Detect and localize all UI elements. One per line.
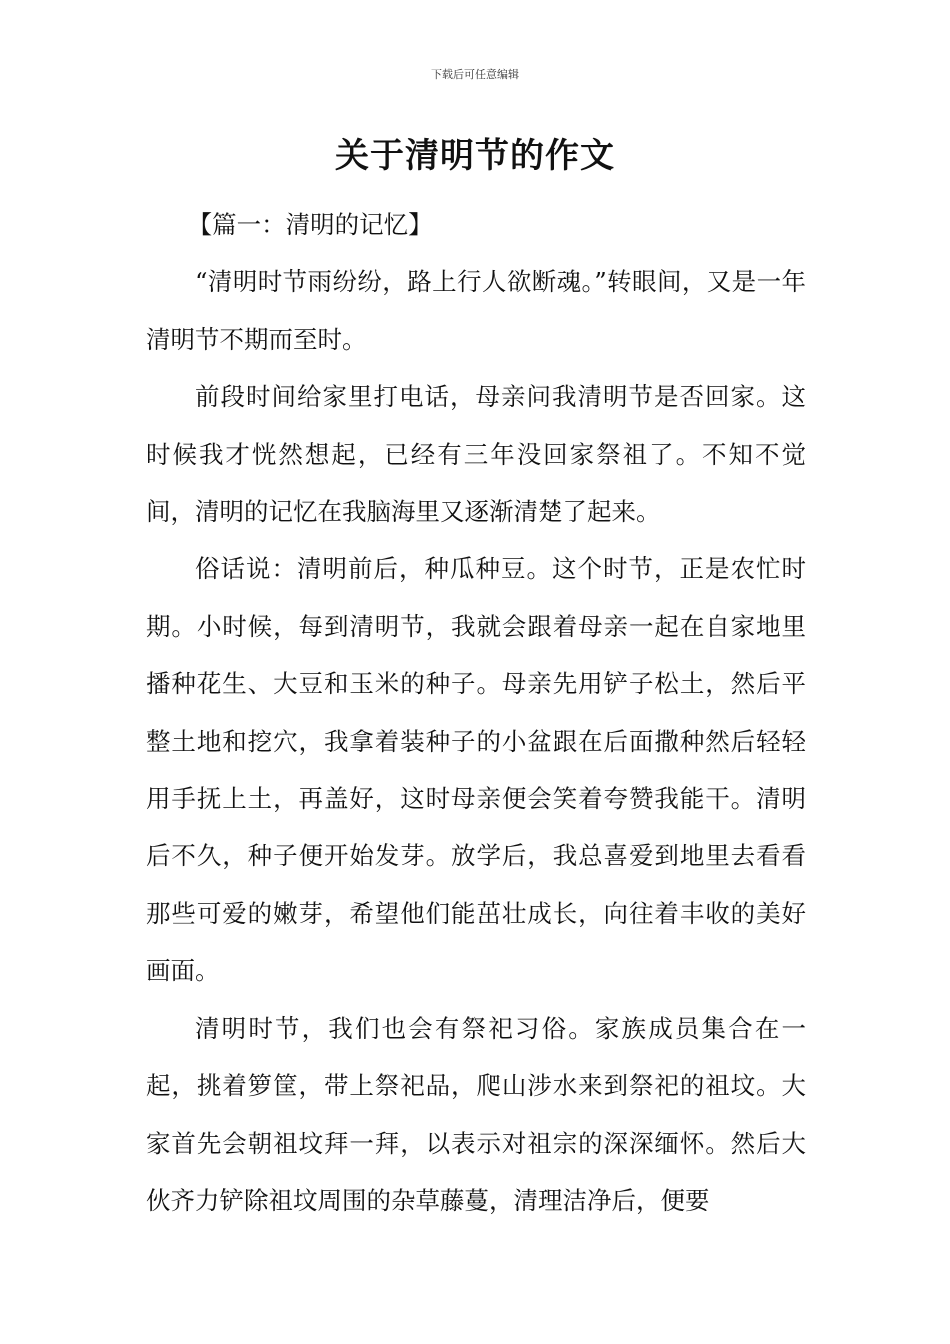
header-note: 下载后可任意编辑 <box>431 68 519 81</box>
paragraph-4: 清明时节，我们也会有祭祀习俗。家族成员集合在一起，挑着箩筐，带上祭祀品，爬山涉水来到祭祀的祖坟。大家首先会朝祖坟拜一拜，以表示对祖宗的深深缅怀。然后大伙齐力铲除祖坟周围的杂草藤蔓，清理洁净后，便要 <box>146 1013 806 1215</box>
page-title: 关于清明节的作文 <box>335 136 615 176</box>
document-body <box>146 196 806 1229</box>
paragraph-2: 前段时间给家里打电话，母亲问我清明节是否回家。这时候我才恍然想起，已经有三年没回家祭祖了。不知不觉间，清明的记忆在我脑海里又逐渐清楚了起来。 <box>146 382 806 527</box>
section-heading: 【篇一：清明的记忆】 <box>187 210 433 239</box>
paragraph-1: “清明时节雨纷纷，路上行人欲断魂。”转眼间，又是一年清明节不期而至时。 <box>146 267 806 354</box>
paragraph-3: 俗话说：清明前后，种瓜种豆。这个时节，正是农忙时期。小时候，每到清明节，我就会跟着母亲一起在自家地里播种花生、大豆和玉米的种子。母亲先用铲子松土，然后平整土地和挖穴，我拿着装种子的小盆跟在后面撒种然后轻轻用手抚上土，再盖好，这时母亲便会笑着夸赞我能干。清明后不久，种子便开始发芽。放学后，我总喜爱到地里去看看那些可爱的嫩芽，希望他们能茁壮成长，向往着丰收的美好画面。 <box>146 554 806 986</box>
